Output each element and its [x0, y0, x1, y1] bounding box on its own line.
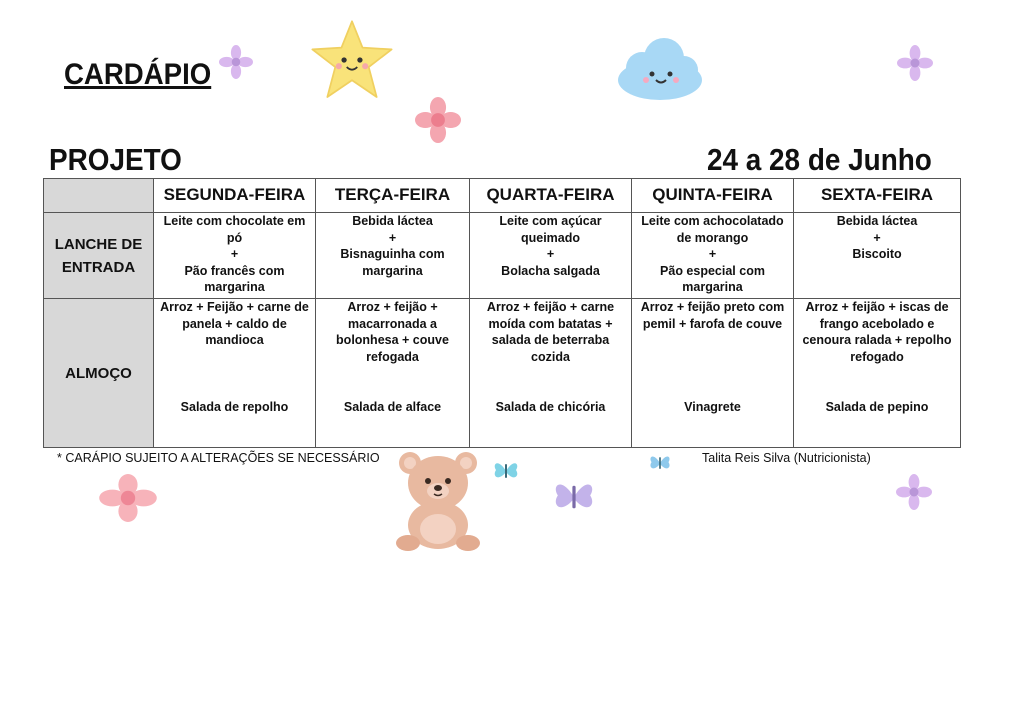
- menu-item: Bebida láctea: [352, 214, 433, 228]
- project-label: PROJETO: [49, 142, 182, 177]
- row-label-line: LANCHE DE: [54, 235, 143, 253]
- date-range: 24 a 28 de Junho: [707, 142, 932, 177]
- butterfly-icon: [551, 476, 597, 518]
- side-dish: Salada de alface: [343, 400, 442, 414]
- main-dish: Arroz + feijão preto com pemil + farofa de couve: [640, 300, 785, 331]
- menu-table: [43, 178, 961, 448]
- main-dish: Arroz + feijão + macarronada a bolonhesa + couve refogada: [336, 300, 449, 364]
- table-row-lunch: [44, 299, 961, 448]
- butterfly-icon: [492, 458, 520, 484]
- plus-sign: +: [873, 230, 881, 245]
- plus-sign: +: [388, 230, 397, 245]
- main-dish: Arroz + feijão + carne moída com batatas + salada de beterraba cozida: [486, 300, 615, 364]
- lunch-cell-wednesday: [470, 299, 632, 448]
- flower-icon: [897, 45, 933, 81]
- menu-item: Leite com chocolate em pó: [163, 214, 306, 245]
- main-dish: Arroz + feijão + iscas de frango acebolado e cenoura ralada + repolho refogado: [802, 300, 952, 364]
- lunch-cell-tuesday: [316, 299, 470, 448]
- header-day-monday: SEGUNDA-FEIRA: [154, 179, 316, 213]
- side-dish: Salada de repolho: [180, 400, 289, 414]
- side-dish: Salada de pepino: [825, 400, 929, 414]
- row-label-snack: [44, 213, 154, 299]
- flower-icon: [415, 97, 461, 143]
- flower-icon: [99, 474, 157, 522]
- header-corner: [44, 179, 154, 213]
- star-icon: [308, 16, 396, 104]
- menu-item: Leite com achocolatado de morango: [641, 214, 784, 245]
- menu-item: Leite com açúcar queimado: [499, 214, 602, 245]
- row-label-lunch: [44, 299, 154, 448]
- lunch-cell-monday: [154, 299, 316, 448]
- menu-item: Bebida láctea: [836, 214, 918, 228]
- plus-sign: +: [546, 247, 555, 261]
- lunch-cell-thursday: [632, 299, 794, 448]
- main-dish: Arroz + Feijão + carne de panela + caldo de mandioca: [160, 300, 309, 347]
- plus-sign: +: [230, 247, 239, 261]
- header-day-friday: SEXTA-FEIRA: [794, 179, 961, 213]
- snack-cell-tuesday: [316, 213, 470, 299]
- header-day-thursday: QUINTA-FEIRA: [632, 179, 794, 213]
- snack-cell-monday: [154, 213, 316, 299]
- page-title: CARDÁPIO: [64, 58, 212, 91]
- cloud-icon: [612, 34, 708, 104]
- plus-sign: +: [708, 247, 717, 261]
- snack-cell-wednesday: [470, 213, 632, 299]
- menu-item: Bolacha salgada: [501, 263, 600, 278]
- header-day-wednesday: QUARTA-FEIRA: [470, 179, 632, 213]
- side-dish: Salada de chicória: [495, 400, 606, 414]
- lunch-cell-friday: [794, 299, 961, 448]
- header-row: [44, 179, 961, 213]
- menu-item: Pão francês com margarina: [184, 263, 285, 294]
- flower-icon: [219, 45, 253, 79]
- menu-item: Bisnaguinha com margarina: [340, 247, 445, 278]
- row-label-line: ENTRADA: [61, 258, 136, 276]
- teddy-bear-icon: [390, 449, 486, 551]
- flower-icon: [896, 474, 932, 510]
- snack-cell-friday: [794, 213, 961, 299]
- side-dish: Vinagrete: [684, 400, 741, 414]
- nutritionist-signature: Talita Reis Silva (Nutricionista): [702, 451, 871, 465]
- butterfly-icon: [648, 452, 672, 474]
- snack-cell-thursday: [632, 213, 794, 299]
- menu-item: Biscoito: [852, 247, 902, 261]
- header-day-tuesday: TERÇA-FEIRA: [316, 179, 470, 213]
- table-row-snack: [44, 213, 961, 299]
- menu-item: Pão especial com margarina: [660, 263, 765, 294]
- footnote: * CARÁPIO SUJEITO A ALTERAÇÕES SE NECESSÁRIO: [57, 451, 380, 465]
- row-label-line: ALMOÇO: [65, 364, 132, 382]
